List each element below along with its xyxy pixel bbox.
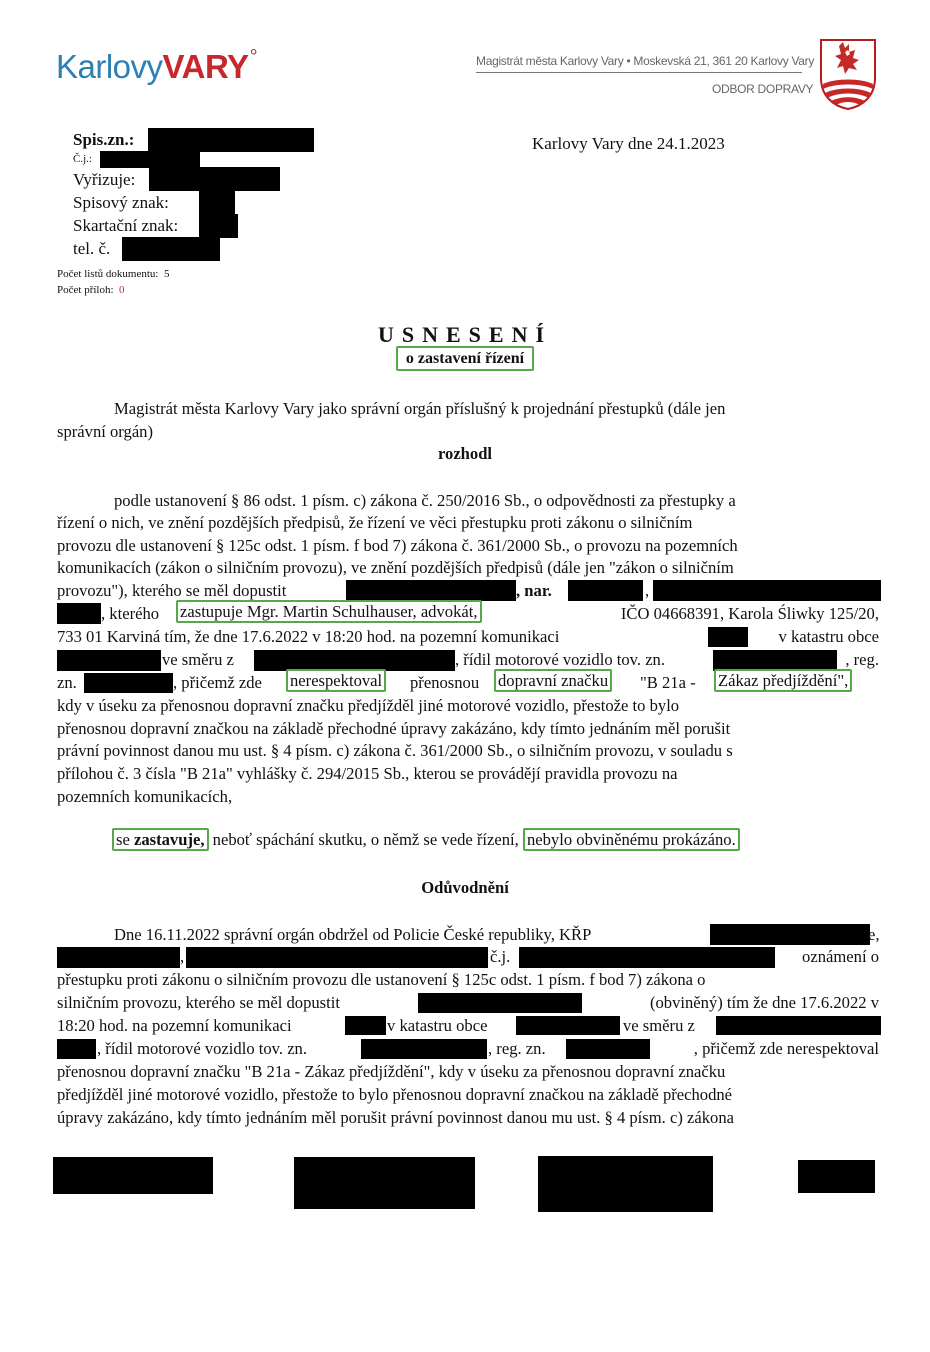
p1-line-7a: 733 01 Karviná tím, že dne 17.6.2022 v 18:20 hod. na pozemní komunikaci bbox=[57, 627, 560, 646]
no-overtaking-highlight bbox=[714, 670, 852, 692]
p1-line-5b: , nar. bbox=[516, 581, 552, 600]
intro-line-1 bbox=[114, 398, 879, 420]
redaction bbox=[57, 603, 101, 624]
phone-label: tel. č. bbox=[73, 239, 111, 258]
p1-text-14: pozemních komunikacích, bbox=[57, 787, 233, 806]
redaction bbox=[519, 947, 775, 968]
p2-line-1b: e, bbox=[868, 925, 880, 944]
p1-line-5c: , bbox=[645, 581, 650, 600]
place-and-date: Karlovy Vary dne 24.1.2023 bbox=[532, 134, 725, 153]
p2-line-5a: 18:20 hod. na pozemní komunikaci bbox=[57, 1016, 292, 1035]
discontinued-highlight bbox=[112, 828, 209, 851]
redaction bbox=[148, 128, 314, 152]
p1-text-3: provozu dle ustanovení § 125c odst. 1 písm. f bod 7) zákona č. 361/2000 Sb., o provozu na pozemních bbox=[57, 536, 738, 555]
verdict-line bbox=[112, 829, 740, 851]
p2-line-2a: , bbox=[180, 947, 185, 966]
p1-line-2 bbox=[57, 512, 879, 534]
p2-line-8 bbox=[57, 1084, 879, 1106]
p2-line-3 bbox=[57, 969, 879, 991]
shredding-code-label: Skartační znak: bbox=[73, 216, 179, 235]
document-subtitle: o zastavení řízení bbox=[396, 346, 534, 371]
no-overtaking-text: Zákaz předjíždění", bbox=[714, 669, 852, 692]
redaction bbox=[84, 673, 173, 693]
p2-line-6a: , řídil motorové vozidlo tov. zn. bbox=[97, 1039, 307, 1058]
p1-line-14 bbox=[57, 786, 879, 808]
footer-redaction bbox=[53, 1157, 213, 1194]
p1-line-9a: zn. bbox=[57, 673, 77, 692]
p2-text-8: předjížděl jiné motorové vozidlo, přestože to bylo přenosnou dopravní značkou na základě přechodné bbox=[57, 1085, 733, 1104]
pages-count bbox=[57, 268, 169, 280]
representation-highlight bbox=[176, 601, 482, 623]
p1-line-4 bbox=[57, 557, 879, 579]
redaction bbox=[710, 924, 870, 945]
karlovy-vary-logo bbox=[56, 48, 257, 86]
p1-text-11: přenosnou dopravní značkou na základě přechodné úpravy zakázáno, kdy tímto jednáním měl porušit bbox=[57, 719, 731, 738]
p1-line-8b: , řídil motorové vozidlo tov. zn. bbox=[455, 650, 665, 669]
p2-line-4a: silničním provozu, kterého se měl dopustit bbox=[57, 993, 340, 1012]
p2-line-5b: v katastru obce bbox=[387, 1016, 488, 1035]
p1-line-9b: , přičemž zde bbox=[173, 673, 262, 692]
p1-text-10: kdy v úseku za přenosnou dopravní značku předjížděl jiné motorové vozidlo, přestože to bylo bbox=[57, 696, 680, 715]
redaction bbox=[566, 1039, 650, 1059]
p1-line-5a: provozu"), kterého se měl dopustit bbox=[57, 581, 287, 600]
department-name: ODBOR DOPRAVY bbox=[712, 82, 814, 96]
redaction bbox=[346, 580, 516, 601]
file-number-label: Spis.zn.: bbox=[73, 130, 135, 149]
redaction bbox=[199, 214, 238, 238]
redaction bbox=[57, 650, 161, 671]
p2-line-6b: , reg. zn. bbox=[488, 1039, 546, 1058]
redaction bbox=[516, 1016, 620, 1035]
p2-line-2c: oznámení o bbox=[802, 947, 879, 966]
p2-line-1a: Dne 16.11.2022 správní orgán obdržel od Policie České republiky, KŘP bbox=[114, 925, 592, 944]
p2-line-5c: ve směru z bbox=[623, 1016, 695, 1035]
p1-line-10 bbox=[57, 695, 879, 717]
intro-line-2 bbox=[57, 421, 879, 443]
p2-line-4b: (obviněný) tím že dne 17.6.2022 v bbox=[649, 993, 879, 1012]
p2-text-7: přenosnou dopravní značku "B 21a - Zákaz předjíždění", kdy v úseku za přenosnou dopravní značku bbox=[57, 1062, 726, 1081]
attachments-count bbox=[57, 284, 125, 296]
pages-count-value: 5 bbox=[163, 268, 170, 280]
decision-heading: rozhodl bbox=[437, 444, 493, 463]
discontinued-prefix: se bbox=[116, 830, 134, 849]
redaction bbox=[122, 237, 220, 261]
redaction bbox=[418, 993, 582, 1013]
attachments-count-value: 0 bbox=[119, 284, 125, 296]
redaction bbox=[100, 151, 200, 168]
footer-redaction bbox=[538, 1156, 713, 1212]
file-code-label: Spisový znak: bbox=[73, 193, 169, 212]
document-subtitle-wrap bbox=[0, 350, 930, 368]
discontinued-text: zastavuje, bbox=[133, 830, 205, 849]
p1-line-11 bbox=[57, 718, 879, 740]
p1-line-8a: ve směru z bbox=[162, 650, 234, 669]
traffic-sign-highlight bbox=[494, 670, 612, 692]
redaction bbox=[345, 1016, 386, 1035]
logo-text-vary: VARY bbox=[162, 48, 249, 85]
attachments-count-label: Počet příloh: bbox=[57, 284, 114, 296]
redaction bbox=[254, 650, 455, 671]
intro-text-2: správní orgán) bbox=[57, 422, 154, 441]
p2-text-9: úpravy zakázáno, kdy tímto jednáním měl porušit právní povinnost danou mu ust. § 4 písm. c) zákona bbox=[57, 1108, 734, 1127]
p2-line-7 bbox=[57, 1061, 879, 1083]
reference-label: Č.j.: bbox=[73, 153, 92, 165]
redaction bbox=[653, 580, 881, 601]
p1-line-3 bbox=[57, 535, 879, 557]
document-title: USNESENÍ bbox=[377, 322, 553, 347]
logo-mark: ° bbox=[249, 46, 258, 68]
redaction bbox=[57, 947, 180, 968]
traffic-sign-text: dopravní značku bbox=[494, 669, 612, 692]
p2-line-6c: , přičemž zde nerespektoval bbox=[693, 1039, 879, 1058]
footer-redaction bbox=[294, 1157, 475, 1209]
representation-text: zastupuje Mgr. Martin Schulhauser, advokát, bbox=[176, 600, 482, 623]
p2-text-3: přestupku proti zákonu o silničním provozu dle ustanovení § 125c odst. 1 písm. f bod 7) zákona o bbox=[57, 970, 706, 989]
p1-line-12 bbox=[57, 740, 879, 762]
intro-text-1: Magistrát města Karlovy Vary jako správní orgán příslušný k projednání přestupků (dále jen bbox=[114, 399, 726, 418]
p1-line-9d: přenosnou bbox=[410, 673, 480, 692]
coat-of-arms-icon bbox=[819, 38, 877, 110]
p1-text-12: právní povinnost danou mu ust. § 4 písm. c) zákona č. 361/2000 Sb., o silničním provozu, v souladu s bbox=[57, 741, 733, 760]
pages-count-label: Počet listů dokumentu: bbox=[57, 268, 159, 280]
p1-line-7b: v katastru obce bbox=[778, 627, 879, 646]
redaction bbox=[186, 947, 488, 968]
not-respected-highlight bbox=[286, 670, 386, 692]
p1-line-6c: IČO 04668391, Karola Śliwky 125/20, bbox=[620, 604, 879, 623]
reasoning-heading: Odůvodnění bbox=[421, 878, 509, 897]
p1-text-1: podle ustanovení § 86 odst. 1 písm. c) zákona č. 250/2016 Sb., o odpovědnosti za přestupky a bbox=[114, 491, 736, 510]
redaction bbox=[361, 1039, 487, 1059]
p1-line-8c: , reg. bbox=[845, 650, 879, 669]
redaction bbox=[199, 191, 235, 215]
office-address: Magistrát města Karlovy Vary • Moskevská 21, 361 20 Karlovy Vary bbox=[476, 54, 815, 68]
redaction bbox=[708, 627, 748, 647]
footer-redaction bbox=[798, 1160, 875, 1193]
redaction bbox=[57, 1039, 96, 1059]
not-proven-highlight: nebylo obviněnému prokázáno. bbox=[523, 828, 740, 851]
redaction bbox=[713, 650, 837, 671]
redaction bbox=[716, 1016, 881, 1035]
handled-by-label: Vyřizuje: bbox=[73, 170, 136, 189]
verdict-reason-text: neboť spáchání skutku, o němž se vede řízení, bbox=[212, 830, 519, 849]
p1-line-13 bbox=[57, 763, 879, 785]
logo-text-karlovy: Karlovy bbox=[56, 48, 163, 85]
p1-text-4: komunikacích (zákon o silničním provozu), ve znění pozdějších předpisů (dále jen "zákon o silničním bbox=[57, 558, 734, 577]
p2-line-2b: č.j. bbox=[490, 947, 511, 966]
p1-line-1 bbox=[114, 490, 879, 512]
p1-line-6a: , kterého bbox=[101, 604, 160, 623]
p1-line-9f: "B 21a - bbox=[640, 673, 696, 692]
p1-text-13: přílohou č. 3 čísla "B 21a" vyhlášky č. 294/2015 Sb., kterou se provádějí pravidla provozu na bbox=[57, 764, 678, 783]
p1-text-2: řízení o nich, ve znění pozdějších předpisů, že řízení ve věci přestupku proti zákonu o silničním bbox=[57, 513, 693, 532]
not-respected-text: nerespektoval bbox=[286, 669, 386, 692]
redaction bbox=[568, 580, 643, 601]
header-divider bbox=[476, 72, 802, 73]
p2-line-9 bbox=[57, 1107, 879, 1129]
redaction bbox=[149, 167, 280, 191]
